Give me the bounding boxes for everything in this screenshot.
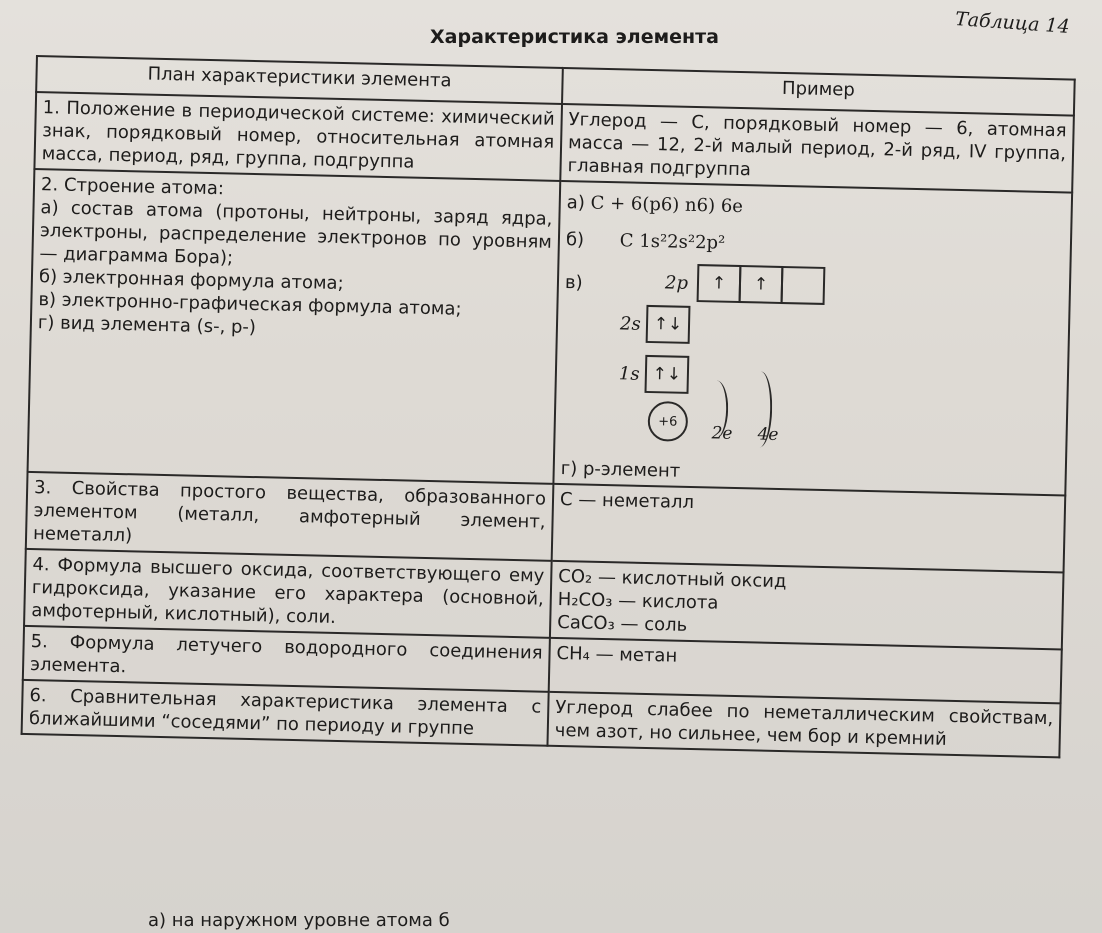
orbital-2s-label: 2s [619, 313, 641, 335]
orbital-2p-cell: ↑ [739, 265, 784, 304]
atom-composition-prefix: а) [566, 192, 586, 214]
orbital-1s-cell: ↑↓ [644, 355, 689, 394]
oxide-line: CO₂ — кислотный оксид [558, 565, 787, 593]
element-type: г) p-элемент [560, 458, 681, 482]
electron-formula-prefix: б) [565, 229, 585, 251]
orbital-2p-cells [699, 264, 826, 305]
orbital-2p-label: 2p [664, 272, 689, 294]
row4-example [550, 561, 1064, 650]
row3-example: С — неметалл [552, 484, 1066, 573]
atom-nucleus: +6 [647, 401, 688, 442]
element-characteristics-table [21, 55, 1076, 758]
column-header-example: Пример [562, 68, 1075, 116]
row6-example: Углерод слабее по неметаллическим свойствам, чем азот, но сильнее, чем бор и кремний [547, 692, 1060, 758]
atom-composition-formula: C + 6(p6) n6) 6e [590, 192, 744, 218]
table-number: Таблица 14 [954, 8, 1071, 38]
row2-item-d: г) вид элемента (s-, p-) [37, 312, 257, 339]
row2-example [553, 181, 1072, 496]
shell1-electrons: 2e [711, 423, 733, 444]
row1-plan: 1. Положение в периодической системе: химический знак, порядковый номер, относительная атомная масса, период, ряд, группа, подгруппа [34, 92, 562, 181]
electron-formula-value: C 1s²2s²2p² [619, 230, 726, 254]
row1-example: Углерод — С, порядковый номер — 6, атомная масса — 12, 2-й малый период, 2-й ряд, IV группа, главная подгруппа [560, 104, 1074, 193]
salt-line: CaCO₃ — соль [557, 611, 688, 636]
acid-line: H₂CO₃ — кислота [557, 588, 719, 614]
row5-example: CH₄ — метан [549, 638, 1062, 704]
continuation-text: а) на наружном уровне атома б [148, 910, 450, 931]
orbital-2s-cell: ↑↓ [646, 305, 691, 344]
table-title: Характеристика элемента [430, 26, 719, 48]
orbital-2p-cell: ↑ [697, 264, 742, 303]
row5-plan: 5. Формула летучего водородного соединения элемента. [23, 626, 550, 692]
row2-item-c: в) электронно-графическая формула атома; [38, 289, 462, 320]
orbital-1s-label: 1s [618, 363, 640, 385]
row3-plan: 3. Свойства простого вещества, образованного элементом (металл, амфотерный элемент, неметалл) [26, 472, 554, 561]
table-row [28, 169, 1073, 495]
row6-plan: 6. Сравнительная характеристика элемента с ближайшими “соседями” по периоду и группе [22, 680, 549, 746]
row2-title: 2. Строение атома: [40, 174, 225, 200]
row2-plan [28, 169, 561, 484]
orbital-2p-cell [781, 266, 826, 305]
shell2-electrons: 4e [757, 424, 779, 445]
column-header-plan: План характеристики элемента [36, 56, 563, 104]
row2-item-a: а) состав атома (протоны, нейтроны, заряд ядра, электроны, распределение электронов по уровням — диаграмма Бора); [39, 197, 553, 269]
electron-graphic-formula [561, 251, 1063, 462]
row2-item-b: б) электронная формула атома; [38, 266, 344, 295]
row4-plan: 4. Формула высшего оксида, соответствующего ему гидроксида, указание его характера (основной, амфотерный, кислотный), соли. [24, 549, 552, 638]
electron-graphic-prefix: в) [564, 272, 583, 294]
atom-composition [567, 191, 1065, 225]
